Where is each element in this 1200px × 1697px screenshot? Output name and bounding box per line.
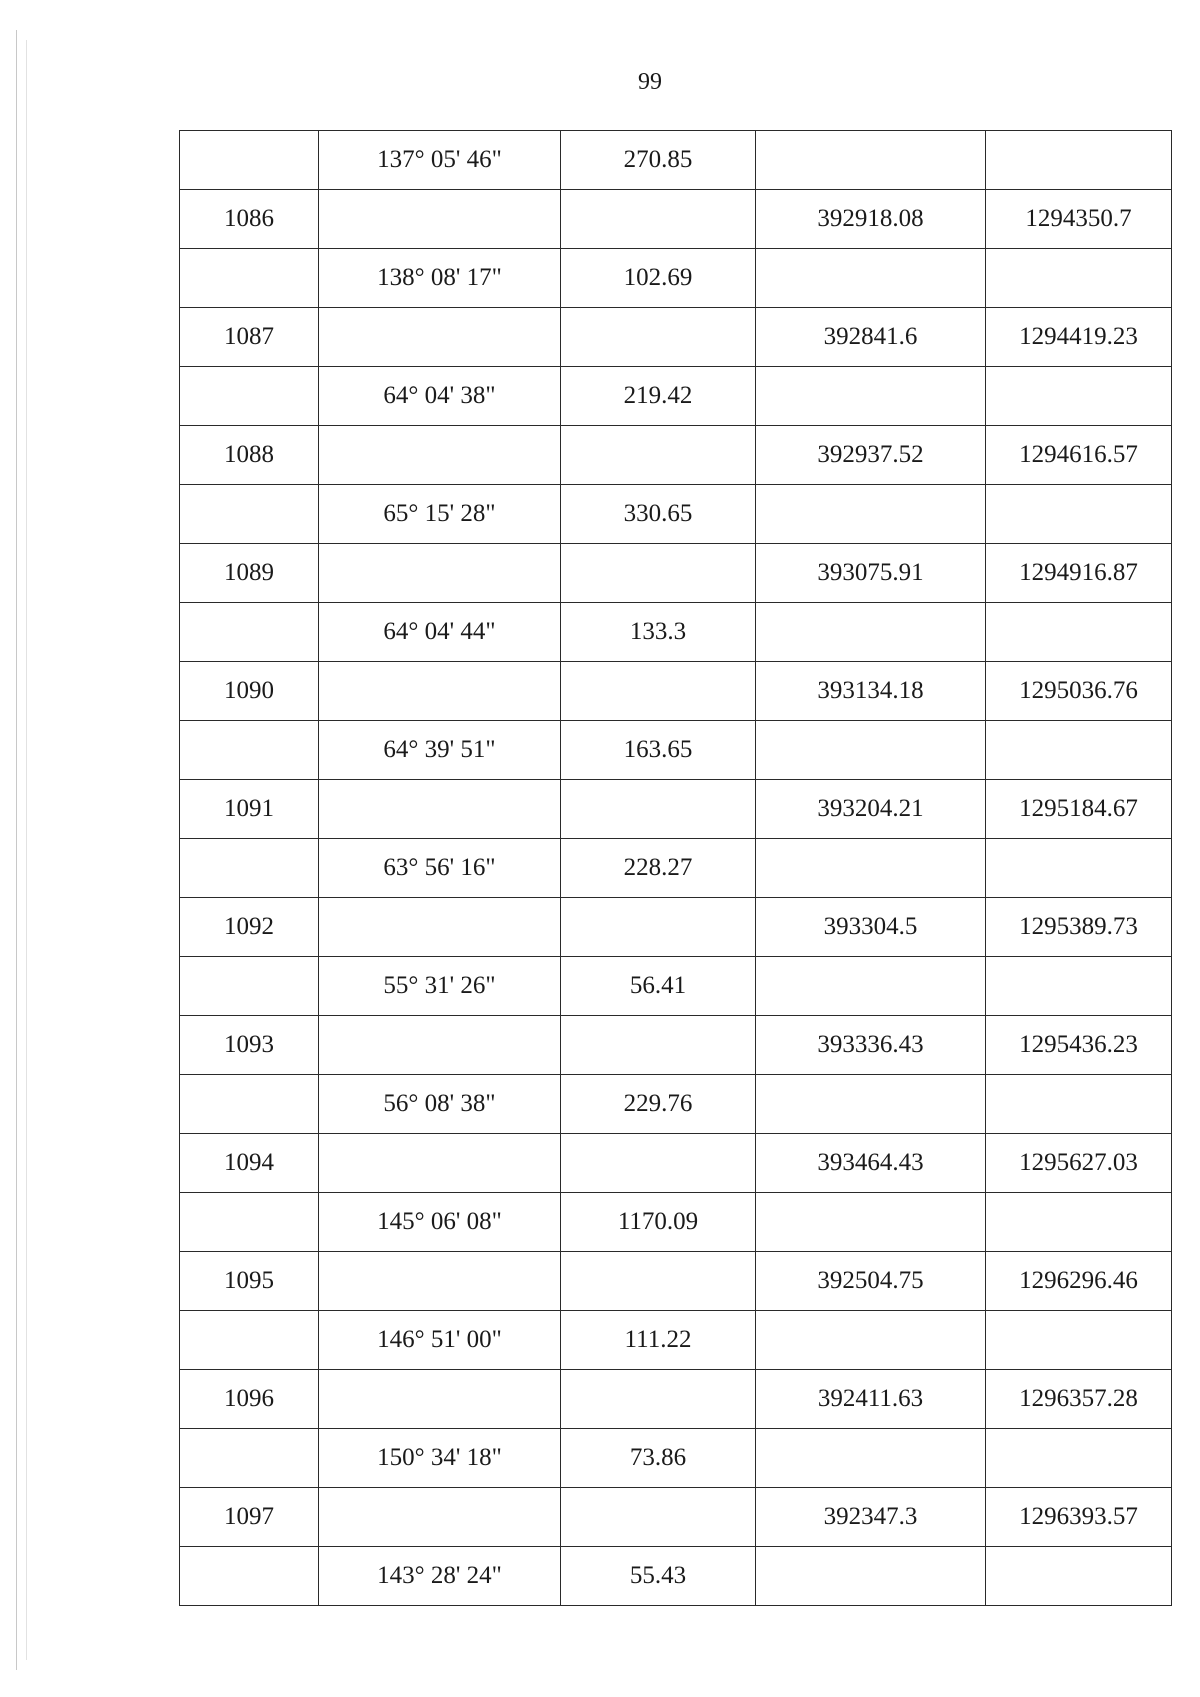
point-number-cell: 1094 (180, 1134, 319, 1193)
distance-cell: 56.41 (561, 957, 756, 1016)
bearing-cell (319, 662, 561, 721)
distance-cell (561, 426, 756, 485)
y-coordinate-cell: 1295184.67 (986, 780, 1172, 839)
bearing-cell: 64° 04' 44" (319, 603, 561, 662)
distance-cell (561, 780, 756, 839)
x-coordinate-cell (756, 603, 986, 662)
y-coordinate-cell (986, 1429, 1172, 1488)
bearing-cell: 56° 08' 38" (319, 1075, 561, 1134)
y-coordinate-cell: 1295036.76 (986, 662, 1172, 721)
distance-cell: 270.85 (561, 131, 756, 190)
y-coordinate-cell: 1295389.73 (986, 898, 1172, 957)
point-number-cell (180, 1193, 319, 1252)
point-number-cell (180, 485, 319, 544)
table-row (180, 367, 1172, 426)
table-row (180, 839, 1172, 898)
y-coordinate-cell (986, 131, 1172, 190)
point-number-cell: 1093 (180, 1016, 319, 1075)
bearing-cell: 143° 28' 24" (319, 1547, 561, 1606)
distance-cell: 219.42 (561, 367, 756, 426)
y-coordinate-cell (986, 721, 1172, 780)
x-coordinate-cell (756, 249, 986, 308)
point-number-cell: 1095 (180, 1252, 319, 1311)
y-coordinate-cell (986, 1193, 1172, 1252)
x-coordinate-cell: 392937.52 (756, 426, 986, 485)
table-row (180, 780, 1172, 839)
point-number-cell (180, 839, 319, 898)
point-number-cell: 1096 (180, 1370, 319, 1429)
x-coordinate-cell: 392504.75 (756, 1252, 986, 1311)
point-number-cell: 1086 (180, 190, 319, 249)
y-coordinate-cell: 1296393.57 (986, 1488, 1172, 1547)
point-number-cell: 1088 (180, 426, 319, 485)
point-number-cell: 1089 (180, 544, 319, 603)
point-number-cell (180, 603, 319, 662)
distance-cell (561, 662, 756, 721)
bearing-cell: 146° 51' 00" (319, 1311, 561, 1370)
bearing-cell (319, 308, 561, 367)
bearing-cell: 138° 08' 17" (319, 249, 561, 308)
table-row (180, 1429, 1172, 1488)
y-coordinate-cell: 1296296.46 (986, 1252, 1172, 1311)
x-coordinate-cell: 393075.91 (756, 544, 986, 603)
table-row (180, 898, 1172, 957)
point-number-cell (180, 249, 319, 308)
x-coordinate-cell: 392411.63 (756, 1370, 986, 1429)
table-row (180, 308, 1172, 367)
table-row (180, 1252, 1172, 1311)
distance-cell (561, 1016, 756, 1075)
bearing-cell (319, 780, 561, 839)
bearing-cell: 137° 05' 46" (319, 131, 561, 190)
y-coordinate-cell: 1294419.23 (986, 308, 1172, 367)
distance-cell (561, 1370, 756, 1429)
table-row (180, 190, 1172, 249)
distance-cell: 55.43 (561, 1547, 756, 1606)
scan-edge-line (26, 40, 27, 1660)
y-coordinate-cell (986, 957, 1172, 1016)
bearing-cell (319, 544, 561, 603)
y-coordinate-cell (986, 1311, 1172, 1370)
table-row (180, 1370, 1172, 1429)
scan-edge-line (16, 30, 17, 1670)
bearing-cell (319, 1488, 561, 1547)
x-coordinate-cell (756, 1193, 986, 1252)
distance-cell: 73.86 (561, 1429, 756, 1488)
x-coordinate-cell: 393464.43 (756, 1134, 986, 1193)
table-row (180, 131, 1172, 190)
table-row (180, 662, 1172, 721)
table-row (180, 1547, 1172, 1606)
y-coordinate-cell (986, 603, 1172, 662)
x-coordinate-cell (756, 1547, 986, 1606)
table-row (180, 426, 1172, 485)
point-number-cell (180, 1311, 319, 1370)
distance-cell (561, 898, 756, 957)
distance-cell: 228.27 (561, 839, 756, 898)
point-number-cell: 1097 (180, 1488, 319, 1547)
page-number: 99 (638, 69, 662, 95)
x-coordinate-cell (756, 721, 986, 780)
x-coordinate-cell: 392841.6 (756, 308, 986, 367)
point-number-cell (180, 1075, 319, 1134)
y-coordinate-cell (986, 1075, 1172, 1134)
table-row (180, 957, 1172, 1016)
point-number-cell: 1091 (180, 780, 319, 839)
x-coordinate-cell: 392347.3 (756, 1488, 986, 1547)
point-number-cell: 1092 (180, 898, 319, 957)
table-row (180, 485, 1172, 544)
x-coordinate-cell: 393304.5 (756, 898, 986, 957)
x-coordinate-cell: 392918.08 (756, 190, 986, 249)
table-row (180, 544, 1172, 603)
distance-cell: 1170.09 (561, 1193, 756, 1252)
table-row (180, 1016, 1172, 1075)
table-row (180, 603, 1172, 662)
x-coordinate-cell (756, 1075, 986, 1134)
distance-cell (561, 1134, 756, 1193)
survey-coordinates-table (179, 130, 1172, 1606)
x-coordinate-cell (756, 839, 986, 898)
distance-cell (561, 1252, 756, 1311)
point-number-cell (180, 957, 319, 1016)
bearing-cell (319, 1252, 561, 1311)
point-number-cell (180, 367, 319, 426)
y-coordinate-cell (986, 367, 1172, 426)
x-coordinate-cell: 393336.43 (756, 1016, 986, 1075)
point-number-cell (180, 1429, 319, 1488)
distance-cell: 111.22 (561, 1311, 756, 1370)
y-coordinate-cell (986, 1547, 1172, 1606)
point-number-cell: 1090 (180, 662, 319, 721)
bearing-cell: 150° 34' 18" (319, 1429, 561, 1488)
bearing-cell (319, 1016, 561, 1075)
y-coordinate-cell: 1294916.87 (986, 544, 1172, 603)
point-number-cell (180, 131, 319, 190)
bearing-cell (319, 190, 561, 249)
distance-cell (561, 1488, 756, 1547)
distance-cell (561, 190, 756, 249)
bearing-cell: 63° 56' 16" (319, 839, 561, 898)
distance-cell: 133.3 (561, 603, 756, 662)
y-coordinate-cell (986, 839, 1172, 898)
bearing-cell (319, 1370, 561, 1429)
point-number-cell: 1087 (180, 308, 319, 367)
y-coordinate-cell: 1295436.23 (986, 1016, 1172, 1075)
bearing-cell: 65° 15' 28" (319, 485, 561, 544)
distance-cell (561, 308, 756, 367)
point-number-cell (180, 1547, 319, 1606)
y-coordinate-cell: 1295627.03 (986, 1134, 1172, 1193)
distance-cell: 229.76 (561, 1075, 756, 1134)
bearing-cell: 64° 04' 38" (319, 367, 561, 426)
distance-cell: 102.69 (561, 249, 756, 308)
distance-cell: 163.65 (561, 721, 756, 780)
x-coordinate-cell (756, 957, 986, 1016)
x-coordinate-cell (756, 131, 986, 190)
table-row (180, 1311, 1172, 1370)
x-coordinate-cell (756, 1311, 986, 1370)
distance-cell (561, 544, 756, 603)
x-coordinate-cell: 393134.18 (756, 662, 986, 721)
point-number-cell (180, 721, 319, 780)
table-row (180, 249, 1172, 308)
bearing-cell (319, 1134, 561, 1193)
bearing-cell (319, 426, 561, 485)
bearing-cell: 64° 39' 51" (319, 721, 561, 780)
table-row (180, 1134, 1172, 1193)
y-coordinate-cell: 1296357.28 (986, 1370, 1172, 1429)
distance-cell: 330.65 (561, 485, 756, 544)
y-coordinate-cell: 1294616.57 (986, 426, 1172, 485)
table-row (180, 1488, 1172, 1547)
x-coordinate-cell: 393204.21 (756, 780, 986, 839)
x-coordinate-cell (756, 367, 986, 426)
bearing-cell: 145° 06' 08" (319, 1193, 561, 1252)
x-coordinate-cell (756, 1429, 986, 1488)
y-coordinate-cell (986, 249, 1172, 308)
table-row (180, 1075, 1172, 1134)
table-row (180, 1193, 1172, 1252)
table-row (180, 721, 1172, 780)
y-coordinate-cell: 1294350.7 (986, 190, 1172, 249)
table-body (180, 131, 1172, 1606)
y-coordinate-cell (986, 485, 1172, 544)
bearing-cell (319, 898, 561, 957)
bearing-cell: 55° 31' 26" (319, 957, 561, 1016)
x-coordinate-cell (756, 485, 986, 544)
